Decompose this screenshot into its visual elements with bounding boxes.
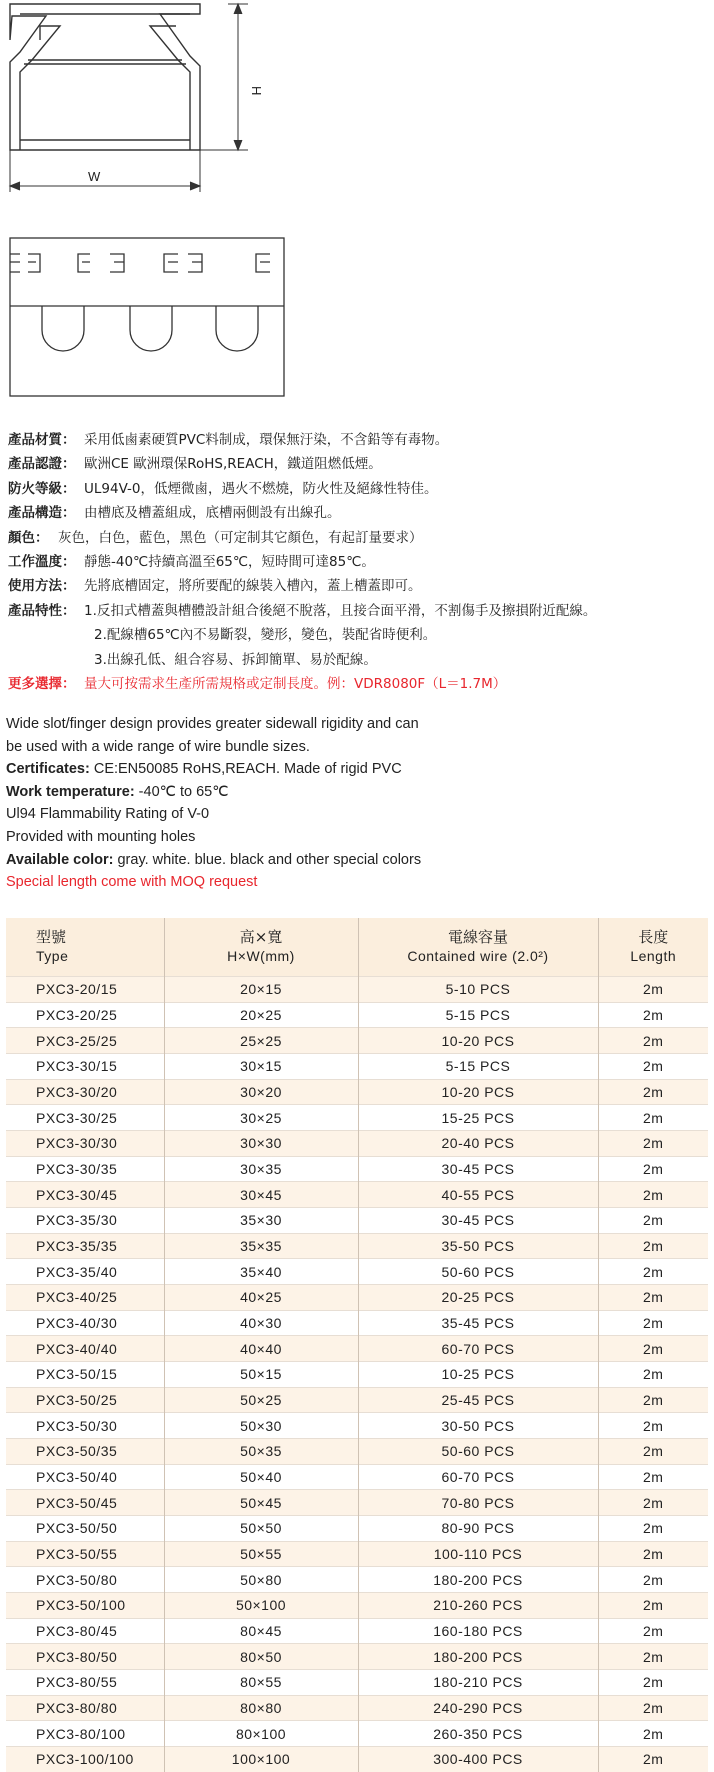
cell-size: 50×15: [164, 1362, 358, 1388]
header-zh: 型號: [36, 928, 67, 946]
cell-size: 35×35: [164, 1233, 358, 1259]
header-zh: 高×寬: [239, 928, 283, 946]
cell-capacity: 60-70 PCS: [358, 1464, 598, 1490]
cell-type: PXC3-80/45: [6, 1618, 164, 1644]
cell-size: 40×25: [164, 1285, 358, 1311]
cell-capacity: 30-50 PCS: [358, 1413, 598, 1439]
header-en: Contained wire (2.0²): [407, 948, 549, 964]
table-row: [6, 1618, 708, 1644]
cell-type: PXC3-30/45: [6, 1182, 164, 1208]
table-row: [6, 1233, 708, 1259]
cell-capacity: 20-40 PCS: [358, 1131, 598, 1157]
cell-capacity: 210-260 PCS: [358, 1593, 598, 1619]
cell-type: PXC3-50/15: [6, 1362, 164, 1388]
cell-length: 2m: [598, 1362, 708, 1388]
cell-capacity: 5-10 PCS: [358, 977, 598, 1003]
cell-capacity: 10-20 PCS: [358, 1079, 598, 1105]
duct-cross-section: [10, 4, 200, 150]
cell-length: 2m: [598, 1721, 708, 1747]
spec-label: 防火等級：: [8, 480, 76, 497]
duct-side-view: [10, 238, 284, 396]
cell-size: 50×40: [164, 1464, 358, 1490]
cell-capacity: 160-180 PCS: [358, 1618, 598, 1644]
cell-length: 2m: [598, 1490, 708, 1516]
cell-size: 40×40: [164, 1336, 358, 1362]
spec-value: UL94V-0，低煙微鹵，遇火不燃燒，防火性及絕緣性特佳。: [84, 480, 438, 497]
cell-length: 2m: [598, 1054, 708, 1080]
cell-type: PXC3-30/20: [6, 1079, 164, 1105]
cell-capacity: 10-25 PCS: [358, 1362, 598, 1388]
cell-size: 50×35: [164, 1439, 358, 1465]
table-row: [6, 1413, 708, 1439]
spec-row-temperature: [8, 550, 708, 574]
cell-size: 40×30: [164, 1310, 358, 1336]
cell-length: 2m: [598, 1593, 708, 1619]
cell-length: 2m: [598, 1028, 708, 1054]
cell-size: 50×50: [164, 1516, 358, 1542]
header-en: Type: [36, 948, 69, 964]
cell-length: 2m: [598, 977, 708, 1003]
cell-type: PXC3-50/55: [6, 1541, 164, 1567]
table-row: [6, 1670, 708, 1696]
table-row: [6, 1259, 708, 1285]
table-row: [6, 1593, 708, 1619]
cell-capacity: 5-15 PCS: [358, 1054, 598, 1080]
table-row: [6, 1336, 708, 1362]
cell-capacity: 260-350 PCS: [358, 1721, 598, 1747]
cell-length: 2m: [598, 1285, 708, 1311]
cell-capacity: 35-50 PCS: [358, 1233, 598, 1259]
cell-capacity: 35-45 PCS: [358, 1310, 598, 1336]
width-dimension: [10, 150, 200, 192]
cell-type: PXC3-80/80: [6, 1695, 164, 1721]
desc-line: Wide slot/finger design provides greater sidewall rigidity and can: [6, 716, 419, 732]
spec-label: 產品特性：: [8, 602, 76, 619]
header-type: [6, 918, 164, 977]
spec-value: 灰色，白色，藍色，黑色（可定制其它顏色，有起訂量要求）: [58, 529, 423, 546]
spec-label: 工作溫度：: [8, 553, 76, 570]
cell-type: PXC3-80/50: [6, 1644, 164, 1670]
cell-type: PXC3-50/45: [6, 1490, 164, 1516]
table-row: [6, 1156, 708, 1182]
cell-capacity: 180-210 PCS: [358, 1670, 598, 1696]
cell-capacity: 70-80 PCS: [358, 1490, 598, 1516]
cell-size: 50×30: [164, 1413, 358, 1439]
table-row: [6, 1516, 708, 1542]
desc-line: be used with a wide range of wire bundle sizes.: [6, 738, 310, 755]
table-row: [6, 1310, 708, 1336]
cell-size: 20×25: [164, 1002, 358, 1028]
cell-size: 50×45: [164, 1490, 358, 1516]
cell-size: 35×30: [164, 1208, 358, 1234]
spec-row-certification: [8, 452, 708, 476]
cell-length: 2m: [598, 1618, 708, 1644]
cell-capacity: 30-45 PCS: [358, 1208, 598, 1234]
cell-length: 2m: [598, 1516, 708, 1542]
cell-length: 2m: [598, 1156, 708, 1182]
spec-value: 3.出線孔低、組合容易、拆卸簡單、易於配線。: [94, 651, 377, 668]
cell-length: 2m: [598, 1439, 708, 1465]
height-dimension: [200, 4, 248, 150]
cell-length: 2m: [598, 1233, 708, 1259]
table-row: [6, 1721, 708, 1747]
header-length: [598, 918, 708, 977]
cell-capacity: 5-15 PCS: [358, 1002, 598, 1028]
mounting-holes-line: Provided with mounting holes: [6, 828, 196, 845]
height-label: H: [249, 86, 264, 96]
spec-row-color: [8, 526, 708, 550]
table-row: [6, 1105, 708, 1131]
cell-type: PXC3-40/25: [6, 1285, 164, 1311]
spec-label: 更多選擇：: [8, 675, 76, 692]
cell-size: 50×55: [164, 1541, 358, 1567]
cell-type: PXC3-30/30: [6, 1131, 164, 1157]
flammability-line: Ul94 Flammability Rating of V-0: [6, 806, 210, 823]
spec-value: 由槽底及槽蓋組成，底槽兩側設有出線孔。: [84, 505, 341, 522]
cell-capacity: 15-25 PCS: [358, 1105, 598, 1131]
cell-length: 2m: [598, 1695, 708, 1721]
cell-capacity: 60-70 PCS: [358, 1336, 598, 1362]
cell-type: PXC3-100/100: [6, 1747, 164, 1772]
cell-capacity: 50-60 PCS: [358, 1259, 598, 1285]
table-row: [6, 1464, 708, 1490]
cell-capacity: 10-20 PCS: [358, 1028, 598, 1054]
cell-type: PXC3-50/50: [6, 1516, 164, 1542]
cell-type: PXC3-35/40: [6, 1259, 164, 1285]
spec-value: 先將底槽固定，將所要配的線裝入槽內，蓋上槽蓋即可。: [84, 578, 422, 595]
cell-type: PXC3-35/30: [6, 1208, 164, 1234]
cell-size: 80×55: [164, 1670, 358, 1696]
cell-type: PXC3-40/30: [6, 1310, 164, 1336]
certificates-line: [6, 758, 706, 781]
cell-length: 2m: [598, 1002, 708, 1028]
spec-table: [6, 918, 708, 1772]
cell-length: 2m: [598, 1310, 708, 1336]
cell-length: 2m: [598, 1644, 708, 1670]
spec-label: 產品認證：: [8, 456, 76, 473]
cell-size: 35×40: [164, 1259, 358, 1285]
header-capacity: [358, 918, 598, 977]
cell-size: 80×80: [164, 1695, 358, 1721]
cell-size: 30×25: [164, 1105, 358, 1131]
cell-length: 2m: [598, 1259, 708, 1285]
special-length-line: Special length come with MOQ request: [6, 874, 258, 891]
cell-capacity: 240-290 PCS: [358, 1695, 598, 1721]
cell-size: 30×30: [164, 1131, 358, 1157]
header-zh: 電線容量: [447, 928, 508, 946]
width-label: W: [88, 169, 101, 184]
spec-row-material: [8, 428, 708, 452]
table-header-row: [6, 918, 708, 977]
header-size: [164, 918, 358, 977]
spec-label: 產品材質：: [8, 432, 76, 448]
spec-value: 1.反扣式槽蓋與槽體設計組合後絕不脫落，且接合面平滑，不割傷手及擦損附近配線。: [84, 602, 597, 619]
cell-capacity: 300-400 PCS: [358, 1747, 598, 1772]
spec-row-features-2: [8, 623, 708, 647]
spec-row-features: [8, 599, 708, 623]
table-row: [6, 1131, 708, 1157]
english-description: [6, 713, 706, 894]
spec-value: 量大可按需求生產所需規格或定制長度。例：VDR8080F（L＝1.7M）: [84, 675, 507, 692]
cell-capacity: 50-60 PCS: [358, 1439, 598, 1465]
cell-size: 80×45: [164, 1618, 358, 1644]
cell-type: PXC3-50/30: [6, 1413, 164, 1439]
spec-value: 2.配線槽65℃內不易斷裂，變形，變色，裝配省時便利。: [94, 627, 437, 644]
table-row: [6, 1490, 708, 1516]
spec-row-features-3: [8, 648, 708, 672]
table-row: [6, 1182, 708, 1208]
cell-type: PXC3-30/15: [6, 1054, 164, 1080]
header-en: Length: [630, 948, 677, 964]
spec-value: 靜態-40℃持續高溫至65℃，短時間可達85℃。: [84, 553, 375, 570]
spec-row-fire-rating: [8, 477, 708, 501]
cell-type: PXC3-25/25: [6, 1028, 164, 1054]
cell-size: 50×80: [164, 1567, 358, 1593]
table-row: [6, 1079, 708, 1105]
duct-drawing: [0, 0, 714, 410]
cell-length: 2m: [598, 1079, 708, 1105]
color-line: [6, 849, 706, 872]
table-row: [6, 1362, 708, 1388]
table-row: [6, 1285, 708, 1311]
temperature-label: Work temperature:: [6, 783, 135, 800]
cell-length: 2m: [598, 1747, 708, 1772]
table-row: [6, 1439, 708, 1465]
table-row: [6, 1695, 708, 1721]
cell-type: PXC3-20/15: [6, 977, 164, 1003]
table-row: [6, 1567, 708, 1593]
cell-type: PXC3-50/35: [6, 1439, 164, 1465]
cell-capacity: 180-200 PCS: [358, 1644, 598, 1670]
cell-type: PXC3-80/100: [6, 1721, 164, 1747]
cell-type: PXC3-50/80: [6, 1567, 164, 1593]
table-row: [6, 1541, 708, 1567]
cell-size: 30×20: [164, 1079, 358, 1105]
cell-length: 2m: [598, 1567, 708, 1593]
temperature-value: -40℃ to 65℃: [134, 783, 229, 800]
cell-length: 2m: [598, 1105, 708, 1131]
cell-length: 2m: [598, 1387, 708, 1413]
table-row: [6, 1002, 708, 1028]
color-label: Available color:: [6, 851, 114, 868]
cell-type: PXC3-35/35: [6, 1233, 164, 1259]
cell-length: 2m: [598, 1670, 708, 1696]
cell-length: 2m: [598, 1182, 708, 1208]
spec-label: 產品構造：: [8, 505, 76, 522]
cell-size: 25×25: [164, 1028, 358, 1054]
cell-capacity: 180-200 PCS: [358, 1567, 598, 1593]
cell-type: PXC3-50/25: [6, 1387, 164, 1413]
color-value: gray. white. blue. black and other special colors: [113, 851, 422, 868]
cell-size: 100×100: [164, 1747, 358, 1772]
spec-value: 歐洲CE 歐洲環保RoHS,REACH，鐵道阻燃低煙。: [84, 456, 382, 473]
spec-label: 使用方法：: [8, 578, 76, 595]
cell-type: PXC3-50/40: [6, 1464, 164, 1490]
header-en: H×W(mm): [227, 948, 295, 964]
table-row: [6, 1054, 708, 1080]
certificates-value: CE:EN50085 RoHS,REACH. Made of rigid PVC: [89, 761, 402, 778]
cell-capacity: 40-55 PCS: [358, 1182, 598, 1208]
cell-length: 2m: [598, 1413, 708, 1439]
spec-row-usage: [8, 574, 708, 598]
table-row: [6, 1028, 708, 1054]
spec-value: 采用低鹵素硬質PVC料制成，環保無汙染，不含鉛等有毒物。: [84, 432, 449, 448]
table-row: [6, 1644, 708, 1670]
table-row: [6, 1747, 708, 1772]
header-zh: 長度: [638, 928, 669, 946]
cell-size: 30×35: [164, 1156, 358, 1182]
spec-label: 顏色：: [8, 529, 49, 546]
cell-type: PXC3-50/100: [6, 1593, 164, 1619]
temperature-line: [6, 781, 706, 804]
cell-type: PXC3-30/25: [6, 1105, 164, 1131]
cell-size: 50×100: [164, 1593, 358, 1619]
cell-size: 50×25: [164, 1387, 358, 1413]
table-row: [6, 977, 708, 1003]
table-row: [6, 1208, 708, 1234]
cell-length: 2m: [598, 1336, 708, 1362]
cell-size: 20×15: [164, 977, 358, 1003]
certificates-label: Certificates:: [6, 761, 90, 778]
cell-type: PXC3-40/40: [6, 1336, 164, 1362]
cell-capacity: 20-25 PCS: [358, 1285, 598, 1311]
cell-type: PXC3-80/55: [6, 1670, 164, 1696]
cell-size: 30×15: [164, 1054, 358, 1080]
cell-length: 2m: [598, 1541, 708, 1567]
spec-row-construction: [8, 501, 708, 525]
cell-type: PXC3-30/35: [6, 1156, 164, 1182]
cell-capacity: 80-90 PCS: [358, 1516, 598, 1542]
cell-length: 2m: [598, 1208, 708, 1234]
cell-length: 2m: [598, 1464, 708, 1490]
cell-length: 2m: [598, 1131, 708, 1157]
cell-type: PXC3-20/25: [6, 1002, 164, 1028]
cell-size: 80×100: [164, 1721, 358, 1747]
table-body: [6, 977, 708, 1772]
spec-row-more-options: [8, 672, 708, 696]
cell-capacity: 100-110 PCS: [358, 1541, 598, 1567]
cell-capacity: 30-45 PCS: [358, 1156, 598, 1182]
cell-capacity: 25-45 PCS: [358, 1387, 598, 1413]
spec-list: [8, 428, 708, 696]
cell-size: 30×45: [164, 1182, 358, 1208]
cell-size: 80×50: [164, 1644, 358, 1670]
table-row: [6, 1387, 708, 1413]
